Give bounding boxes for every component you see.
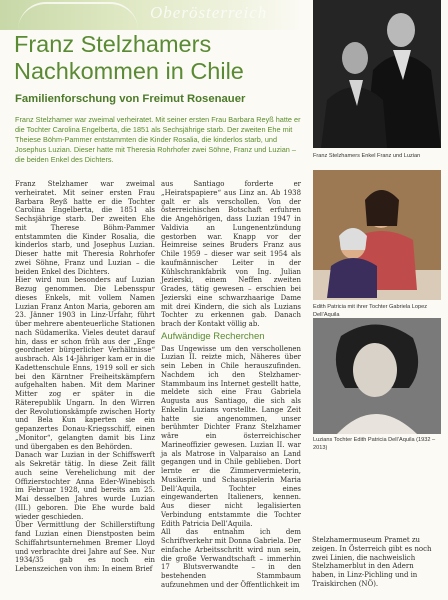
body-paragraph: Danach war Luzian in der Schiffswerft als Sekretär tätig. In diese Zeit fällt auch seine Verehelichung mit der Offizierstochter Anna Eder-Winebisch im Februar 1928, und bereits am 25. Mai desselben Jahres wurde Luzian (III.) geboren. Die Ehe wurde bald wieder geschieden. [15, 451, 155, 521]
body-column-2 [161, 180, 301, 590]
body-paragraph: Franz Stelzhamer war zweimal verheiratet. Mit seiner ersten Frau Barbara Reyß hatte er die Tochter Carolina Engelberta, die 1851 als Sechsjährige starb. Der zweiten Ehe mit Therese Böhm-Pammer entstammten die Kinder Rosalia, die kinderlos starb, und Josephus Luzian. Dieser hatte mit Theresia Rohrhofer zwei Söhne, Franz und Luzian – die beiden Enkel des Dichters. [15, 180, 155, 276]
photo-caption: Edith Patricia mit ihrer Tochter Gabriela Lopez Dell’Aquila [313, 304, 427, 318]
body-paragraph: Über Vermittlung der Schillerstiftung fand Luzian einen Dienstposten beim Schiffahrtsunternehmen Bremer Lloyd und verbrachte drei Jahre auf See. Nur 1934/35 gab es noch ein Lebenszeichen von ihm: In einem Brief [15, 521, 155, 573]
photo-caption: Luzians Tochter Edith Patricia Dell’Aquila (1932 – 2013) [313, 437, 436, 451]
lead-paragraph: Franz Stelzhamer war zweimal verheiratet. Mit seiner ersten Frau Barbara Reyß hatte er die Tochter Carolina Engelberta, die 1851 als Sechsjährige starb. Der zweiten Ehe mit Theiese Böhm-Pammer entstammten die Kinder Rosalia, die kinderlos starb, und Josephus Luzian. Dieser hatte mit Theresia Rohrhofer zwei Söhne, Franz und Luzian – die beiden Enkel des Dichters. [15, 115, 301, 164]
section-heading: Aufwändige Recherchen [161, 330, 265, 342]
photo-illustration [313, 318, 441, 434]
photo-edith-gabriela [313, 170, 441, 300]
title-line-1: Franz Stelzhamers [14, 31, 212, 57]
photo-illustration [313, 0, 441, 148]
photo-illustration [313, 170, 441, 300]
photo-enkel-franz-luzian [313, 0, 441, 148]
masthead-word: Oberösterreich [150, 3, 268, 22]
body-paragraph: All das entnahm ich dem Schriftverkehr mit Donna Gabriela. Der einfache Arbeitsschritt wird nun sein, die große Verwandtschaft – immerhin 17 Blutsverwandte – in den bestehenden Stammbaum aufzunehmen und der Öffentlichkeit im [161, 528, 301, 589]
photo-edith-portrait [313, 318, 441, 434]
masthead-banner [0, 0, 300, 30]
masthead-swirl-decoration [18, 2, 138, 30]
article-subtitle: Familienforschung von Freimut Rosenauer [15, 93, 246, 105]
body-column-3: Stelzhamermuseum Pramet zu zeigen. In Österreich gibt es noch zwei Linien, die nachweislich Stelzhamerblut in den Adern haben, in Linz-Pichling und in Traiskirchen (NÖ). [312, 536, 432, 588]
body-column-1 [15, 180, 155, 574]
body-paragraph: Hier wird nun besonders auf Luzian Bezug genommen. Die Lebensspur dieses Enkels, mit vollem Namen Luzian Franz Anton Maria, geboren am 23. Jänner 1903 in Linz-Urfahr, führt über mehrere abenteuerliche Stationen nach Südamerika. Vieles deutet darauf hin, dass er schon früh aus der „Enge geordneter bürgerlicher Verhältnisse“ ausbrach. Als 14-Jähriger kam er in die Kadettenschule Enns, 1919 soll er sich bei den Kärntner Freiheitskämpfern aufgehalten haben. Mit dem Mariner Mitter zog er später in die Räterepublik Ungarn. In den Wirren der Revolutionskämpfe zwischen Horty und Bela Kun kaperten sie ein gepanzertes Donau-Kriegsschiff, einen „Monitor“, gelangten damit bis Linz und übergaben es den Behörden. [15, 276, 155, 451]
title-line-2: Nachkommen in Chile [14, 58, 244, 84]
photo-caption: Franz Stelzhamers Enkel Franz und Luzian [313, 153, 421, 159]
body-paragraph: aus Santiago forderte er „Heiratspapiere“ aus Linz an. Ab 1938 galt er als verschollen. Von der österreichischen Botschaft erfuhren die Angehörigen, dass Luzian 1947 in Valdivia an Lungenentzündung gestorben war. Knapp vor der Heimreise seines Bruders Franz aus Chile 1959 – dieser war seit 1954 als kaufmännischer Leiter in der Kühlschrankfabrik von Ing. Julian Jezierski, einem Neffen zweiten Grades, tätig gewesen – erschien bei Jezierski eine schwarzhaarige Dame mit drei Kindern, die sich als Luzians Tochter zu erkennen gab. Danach brach der Kontakt völlig ab. [161, 180, 301, 328]
body-paragraph: Das Ungewisse um den verschollenen Luzian II. reizte mich, Näheres über sein Leben in Chile herauszufinden. Nachdem ich den Stelzhamer-Stammbaum ins Internet gestellt hatte, meldete sich eine Frau Gabriela Augusta aus Santiago, die sich als Enkelin Luzians vorstellte. Lange Zeit hatte sie angenommen, unser berühmter Dichter Franz Stelzhamer wäre ein österreichischer Marineoffizier gewesen. Luzian II. war ja als Matrose in Valparaiso an Land gegangen und in Chile geblieben. Dort lernte er die Zimmervermieterin, Musikerin und Schauspielerin Maria Dell’Aquila, Tochter eines eingewanderten Italieners, kennen. Aus dieser nicht legalisierten Verbindung entstammte die Tochter Edith Patricia Dell’Aquila. [161, 344, 301, 528]
article-title [14, 31, 314, 85]
